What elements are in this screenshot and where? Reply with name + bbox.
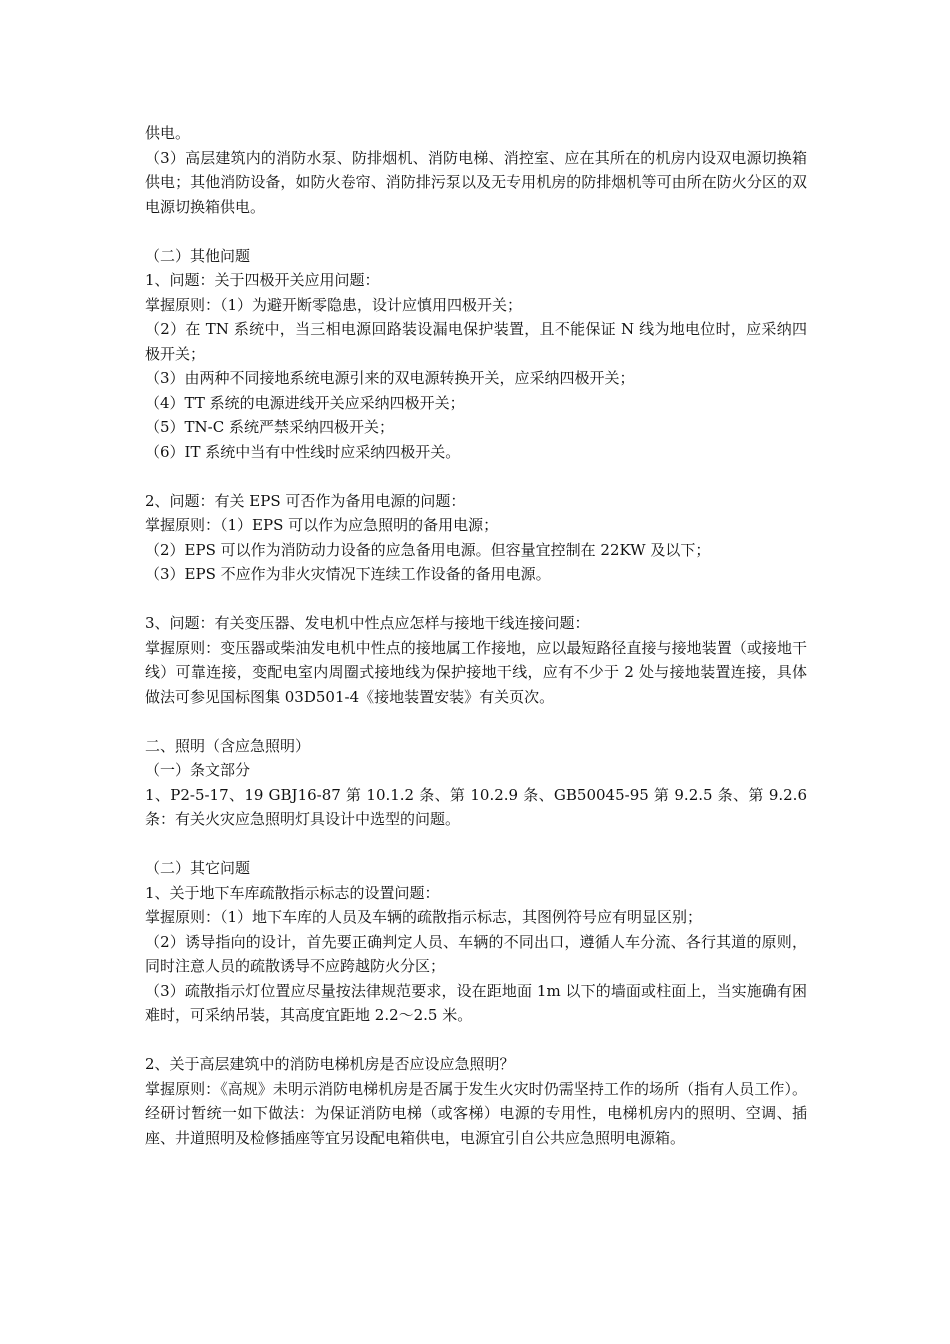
section-heading: （二）其它问题 (145, 859, 251, 877)
paragraph: 掌握原则：（1）为避开断零隐患，设计应慎用四极开关； (145, 295, 523, 314)
paragraph: （4）TT 系统的电源进线开关应采纳四极开关； (145, 393, 465, 412)
section-heading: 二、照明（含应急照明） (145, 736, 311, 755)
paragraph: （6）IT 系统中当有中性线时应采纳四极开关。 (145, 442, 461, 461)
paragraph: （3）高层建筑内的消防水泵、防排烟机、消防电梯、消控室、应在其所在的机房内设双电源切换箱供电；其他消防设备，如防火卷帘、消防排污泵以及无专用机房的防排烟机等可由所在防火分区的双电源切换箱供电。 (145, 148, 807, 216)
blank-line (145, 464, 807, 489)
paragraph: （3）EPS 不应作为非火灾情况下连续工作设备的备用电源。 (145, 565, 551, 583)
paragraph: 2、问题：有关 EPS 可否作为备用电源的问题： (145, 491, 466, 510)
blank-line (145, 587, 807, 612)
section-heading: （一）条文部分 (145, 761, 251, 779)
document-page (145, 121, 807, 1150)
section-heading: （二）其他问题 (145, 246, 251, 265)
paragraph: （3）疏散指示灯位置应尽量按法律规范要求，设在距地面 1m 以下的墙面或柱面上，当实施确有困难时，可采纳吊装，其高度宜距地 2.2～2.5 米。 (145, 981, 807, 1024)
paragraph: （5）TN-C 系统严禁采纳四极开关； (145, 418, 394, 436)
paragraph: 1、P2-5-17、19 GBJ16-87 第 10.1.2 条、第 10.2.9 条、GB50045-95 第 9.2.5 条、第 9.2.6 条：有关火灾应急照明灯具设计中选型的问题。 (145, 785, 807, 828)
paragraph: 3、问题：有关变压器、发电机中性点应怎样与接地干线连接问题： (145, 614, 590, 632)
paragraph: 掌握原则：（1）地下车库的人员及车辆的疏散指示标志，其图例符号应有明显区别； (145, 908, 703, 926)
paragraph: 掌握原则：变压器或柴油发电机中性点的接地属工作接地，应以最短路径直接与接地装置（或接地干线）可靠连接，变配电室内周圈式接地线为保护接地干线，应有不少于 2 处与接地装置连接，具体做法可参见国标图集 03D501-4《接地装置安装》有关页次。 (145, 638, 807, 706)
paragraph: 供电。 (145, 124, 191, 142)
paragraph: 2、关于高层建筑中的消防电梯机房是否应设应急照明？ (145, 1055, 515, 1073)
blank-line (145, 219, 807, 244)
paragraph: 掌握原则：《高规》未明示消防电梯机房是否属于发生火灾时仍需坚持工作的场所（指有人员工作）。经研讨暂统一如下做法：为保证消防电梯（或客梯）电源的专用性，电梯机房内的照明、空调、插座、井道照明及检修插座等宜另设配电箱供电，电源宜引自公共应急照明电源箱。 (145, 1079, 807, 1147)
blank-line (145, 832, 807, 857)
paragraph: （3）由两种不同接地系统电源引来的双电源转换开关，应采纳四极开关； (145, 369, 635, 387)
blank-line (145, 709, 807, 734)
paragraph: 1、关于地下车库疏散指示标志的设置问题： (145, 883, 440, 902)
paragraph: （2）在 TN 系统中，当三相电源回路装设漏电保护装置，且不能保证 N 线为地电位时，应采纳四极开关； (145, 320, 807, 363)
paragraph: 掌握原则：（1）EPS 可以作为应急照明的备用电源； (145, 516, 499, 534)
paragraph: （2）诱导指向的设计，首先要正确判定人员、车辆的不同出口，遵循人车分流、各行其道的原则，同时注意人员的疏散诱导不应跨越防火分区； (145, 932, 807, 975)
paragraph: 1、问题：关于四极开关应用问题： (145, 271, 380, 289)
paragraph: （2）EPS 可以作为消防动力设备的应急备用电源。但容量宜控制在 22KW 及以下； (145, 540, 711, 559)
blank-line (145, 1028, 807, 1053)
